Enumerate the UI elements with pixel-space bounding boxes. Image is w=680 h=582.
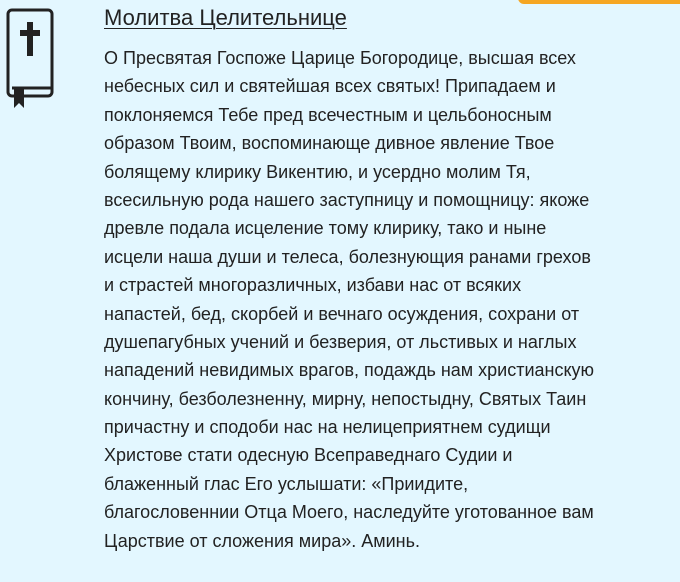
prayer-line: причастну и сподоби нас на нелицеприятнем судищи bbox=[104, 417, 551, 438]
orange-tab-button[interactable] bbox=[518, 0, 680, 4]
prayer-line: и страстей многоразличных, избави нас от всяких bbox=[104, 275, 522, 296]
prayer-title[interactable]: Молитва Целительнице bbox=[104, 5, 347, 30]
prayer-line: болящему клирику Викентию, и усердно молим Тя, bbox=[104, 161, 531, 182]
prayer-line: нападений невидимых врагов, подаждь нам христианскую bbox=[104, 360, 595, 381]
prayer-line: древле подала исцеление тому клирику, тако и ныне bbox=[104, 218, 547, 239]
prayer-line: блаженный глас Его услышати: «Приидите, bbox=[104, 473, 469, 494]
prayer-line: образом Твоим, воспоминающе дивное явление Твое bbox=[104, 133, 555, 154]
prayer-line: О Пресвятая Госпоже Царице Богородице, высшая всех bbox=[104, 48, 576, 68]
prayer-line: небесных сил и святейшая всех святых! Припадаем и bbox=[104, 76, 556, 97]
prayer-line: поклоняемся Тебе пред всечестным и цельбоносным bbox=[104, 104, 552, 125]
prayer-line: душепагубных учений и безверия, от льстивых и наглых bbox=[104, 331, 577, 352]
prayer-line: благословеннии Отца Моего, наследуйте уготованное вам bbox=[104, 502, 594, 523]
prayer-line: исцели наша души и телеса, болезнующия ранами грехов bbox=[104, 246, 591, 267]
prayer-text bbox=[104, 44, 676, 555]
prayer-line: Царствие от сложения мира». Аминь. bbox=[104, 530, 420, 551]
cross-icon bbox=[20, 22, 40, 56]
prayer-line: Христове стати одесную Всеправеднаго Судии и bbox=[104, 445, 513, 466]
prayer-line: всесильную рода нашего заступницу и помощницу: якоже bbox=[104, 189, 590, 210]
bible-icon bbox=[6, 8, 54, 112]
prayer-line: напастей, бед, скорбей и вечнаго осуждения, сохрани от bbox=[104, 303, 580, 324]
prayer-line: кончину, безболезненну, мирну, непостыдну, Святых Таин bbox=[104, 388, 587, 409]
